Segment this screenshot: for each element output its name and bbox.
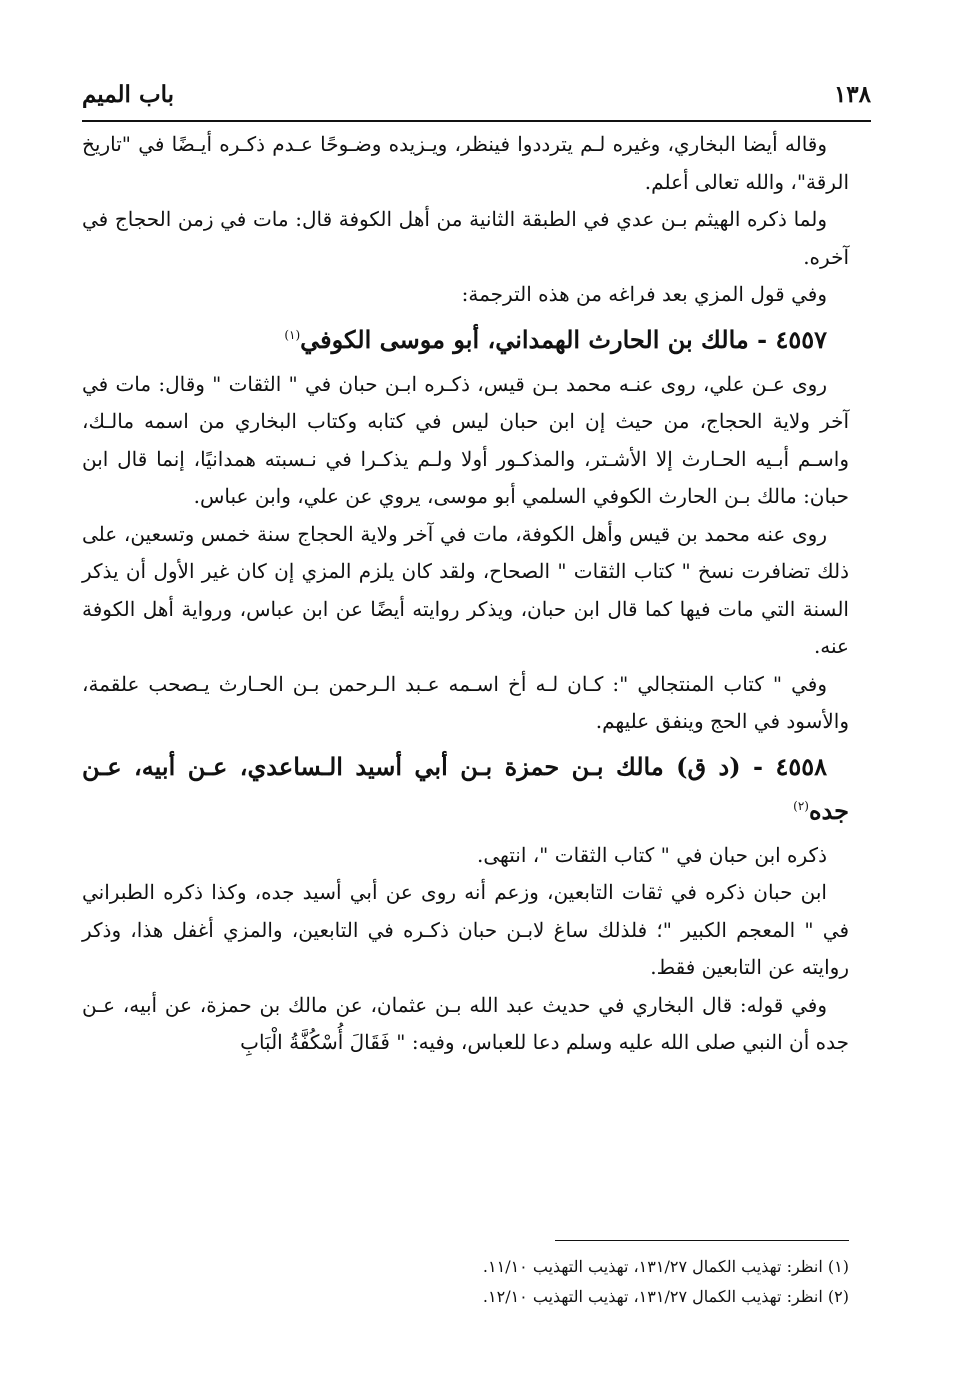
page-header	[82, 72, 871, 116]
paragraph: روى عنه محمد بن قيس وأهل الكوفة، مات في آخر ولاية الحجاج سنة خمس وتسعين، على ذلك تضافرت نسخ " كتاب الثقات " الصحاح، ولقد كان يلزم المزي إن كان غير الأول أن يذكر السنة التي مات فيها كما قال ابن حبان، ويذكر روايته أيضًا عن ابن عباس، ورواية أهل الكوفة عنه.	[82, 521, 849, 658]
entry-heading-4558	[82, 745, 849, 833]
paragraph: روى عـن علي، روى عنـه محمد بـن قيس، ذكـره ابـن حبان في " الثقات " وقال: مات في آخر ولاية الحجاج، من حيث إن ابن حبان ليس في كتابه وكتاب البخاري من اسمه مالـك، واسـم أبـيه الحـارث إلا الأشـتر، والمذكـور أولا ولـم يذكـرا في نـسبته همدانيًا، إنما قال ابن حبان: مالك بـن الحارث الكوفي السلمي أبو موسى، يروي عن علي، وابن عباس.	[82, 371, 849, 508]
paragraph: وفي " كتاب المنتجالي ": كـان لـه أخ اسـمه عـبد الـرحمن بـن الحـارث يـصحب علقمة، والأسود في الحج وينفق عليهم.	[82, 671, 849, 733]
main-text	[82, 126, 849, 1062]
paragraph: وفي قوله: قال البخاري في حديث عبد الله بـن عثمان، عن مالك بن حمزة، عن أبيه، عـن جده أن النبي صلى الله عليه وسلم دعا للعباس، وفيه: " فَقَالَ أُسْكُفَّةُ الْبَابِ	[82, 992, 849, 1054]
entry-heading-4557	[82, 318, 849, 362]
footnote: (٢) انظر: تهذيب الكمال ١٣١/٢٧، تهذيب التهذيب ١٢/١٠.	[482, 1287, 849, 1306]
footnote-divider	[555, 1240, 849, 1241]
footnote-ref: (٢)	[793, 798, 809, 813]
paragraph: وقاله أيضا البخاري، وغيره لـم يترددوا فينظر، ويـزيده وضـوحًا عـدم ذكـره أيـضًا في "تاريخ الرقة"، والله تعالى أعلم.	[82, 132, 849, 194]
footnotes	[82, 1252, 849, 1312]
paragraph: ذكره ابن حبان في " كتاب الثقات "، انتهى.	[476, 842, 827, 867]
paragraph: ابن حبان ذكره في ثقات التابعين، وزعم أنه روى عن أبي أسيد جده، وكذا ذكره الطبراني في " المعجم الكبير "؛ فلذلك ساغ لابـن حبان ذكـره في التابعين، والمزي أغفل هذا، وذكر روايته عن التابعين فقط.	[82, 880, 849, 979]
header-divider	[82, 120, 871, 122]
page-number: ١٣٨	[833, 80, 871, 108]
entry-title: ٤٥٥٧ - مالك بن الحارث الهمداني، أبو موسى الكوفي	[300, 324, 827, 354]
footnote: (١) انظر: تهذيب الكمال ١٣١/٢٧، تهذيب التهذيب ١١/١٠.	[482, 1257, 849, 1276]
paragraph: وفي قول المزي بعد فراغه من هذه الترجمة:	[461, 282, 827, 306]
entry-title: ٤٥٥٨ - (د ق) مالك بـن حمزة بـن أبي أسيد الـساعدي، عـن أبيه، عـن جده	[82, 751, 849, 825]
footnote-ref: (١)	[284, 327, 301, 342]
chapter-title: باب الميم	[82, 80, 175, 108]
paragraph: ولما ذكره الهيثم بـن عدي في الطبقة الثانية من أهل الكوفة قال: مات في زمن الحجاج في آخره.	[82, 207, 849, 269]
